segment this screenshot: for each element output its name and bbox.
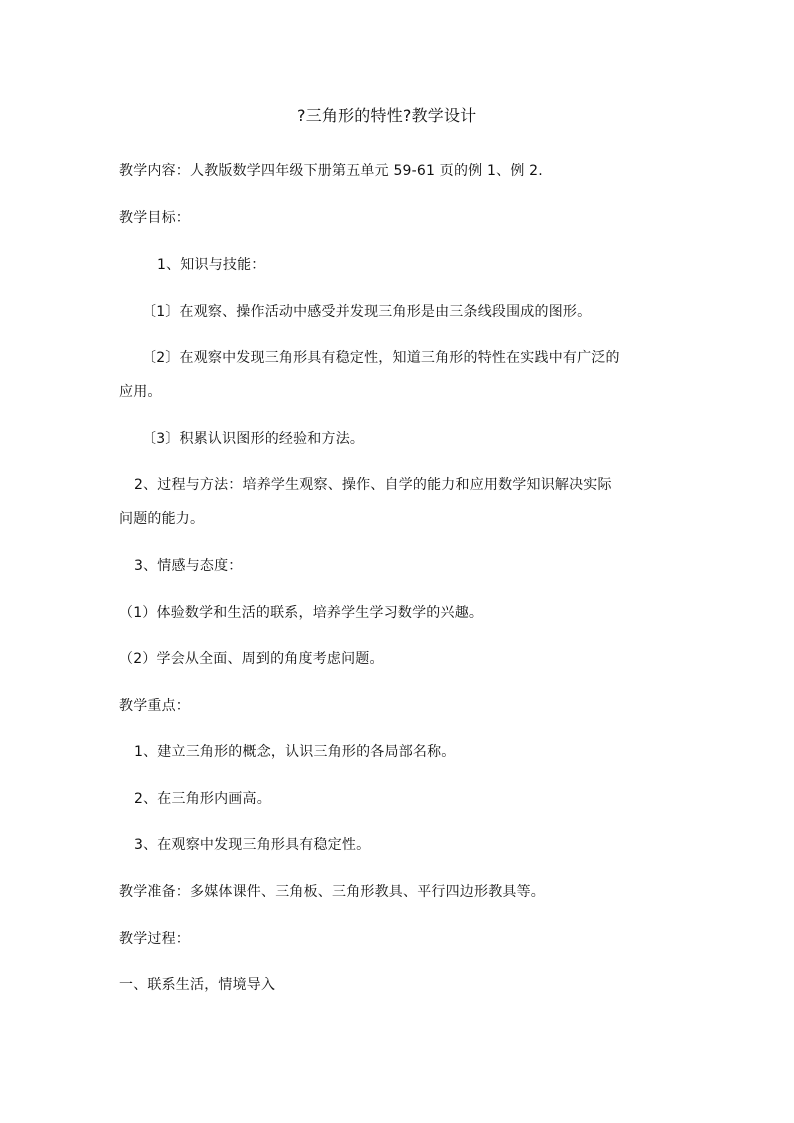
knowledge-skill-item-2-line-1: 〔2〕在观察中发现三角形具有稳定性，知道三角形的特性在实践中有广泛的 xyxy=(142,350,620,366)
process-method-line-1: 2、过程与方法：培养学生观察、操作、自学的能力和应用数学知识解决实际 xyxy=(134,477,612,493)
key-point-3: 3、在观察中发现三角形具有稳定性。 xyxy=(134,837,371,853)
knowledge-skill-item-3: 〔3〕积累认识图形的经验和方法。 xyxy=(142,431,365,447)
emotion-attitude-heading: 3、情感与态度： xyxy=(134,558,243,574)
knowledge-skills-heading: 1、知识与技能： xyxy=(157,257,266,273)
knowledge-skill-item-2-line-2: 应用。 xyxy=(119,384,162,400)
emotion-attitude-item-1: （1）体验数学和生活的联系，培养学生学习数学的兴趣。 xyxy=(119,605,484,621)
teaching-process-heading: 教学过程： xyxy=(119,931,190,947)
emotion-attitude-item-2: （2）学会从全面、周到的角度考虑问题。 xyxy=(119,651,384,667)
teaching-objectives-heading: 教学目标： xyxy=(119,210,190,226)
key-point-1: 1、建立三角形的概念，认识三角形的各局部名称。 xyxy=(134,744,456,760)
process-method-line-2: 问题的能力。 xyxy=(119,511,205,527)
key-point-2: 2、在三角形内画高。 xyxy=(134,791,271,807)
teaching-preparation: 教学准备：多媒体课件、三角板、三角形教具、平行四边形教具等。 xyxy=(119,884,545,900)
key-points-heading: 教学重点： xyxy=(119,698,190,714)
knowledge-skill-item-1: 〔1〕在观察、操作活动中感受并发现三角形是由三条线段围成的图形。 xyxy=(142,304,592,320)
teaching-content: 教学内容：人教版数学四年级下册第五单元 59-61 页的例 1、例 2. xyxy=(119,163,543,179)
document-title: ?三角形的特性?教学设计 xyxy=(297,106,477,125)
process-section-1-heading: 一、联系生活，情境导入 xyxy=(119,977,276,993)
